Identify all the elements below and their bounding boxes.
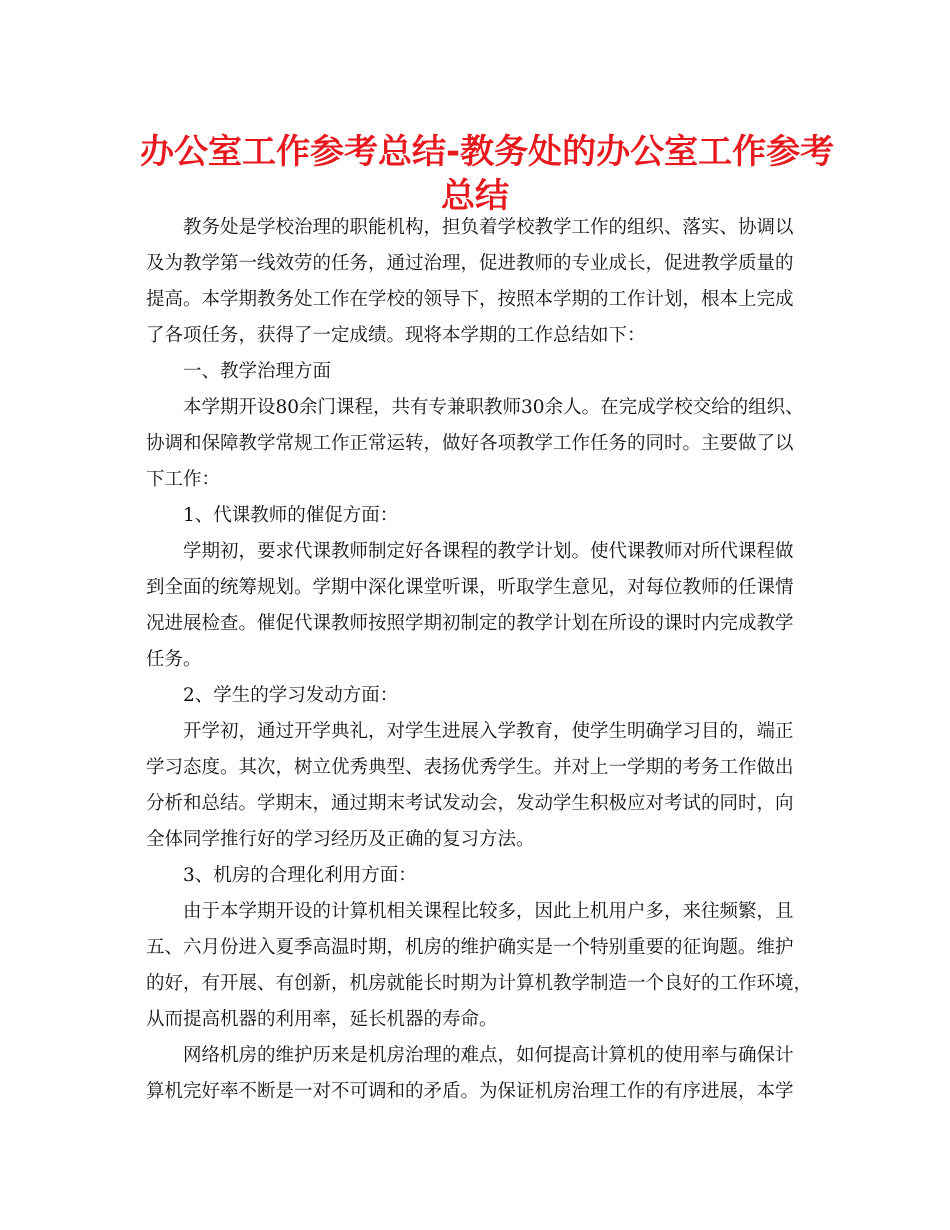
paragraph-line: 协调和保障教学常规工作正常运转，做好各项教学工作任务的同时。主要做了以 — [146, 433, 794, 454]
document-title-line-1: 办公室工作参考总结-教务处的办公室工作参考 — [140, 132, 835, 172]
paragraph-line: 网络机房的维护历来是机房治理的难点，如何提高计算机的使用率与确保计 — [183, 1045, 794, 1066]
paragraph-line: 分析和总结。学期末，通过期末考试发动会，发动学生积极应对考试的同时，向 — [146, 793, 794, 814]
paragraph-line: 五、六月份进入夏季高温时期，机房的维护确实是一个特别重要的征询题。维护 — [146, 937, 794, 958]
subsection-heading: 2、学生的学习发动方面： — [183, 685, 399, 706]
paragraph-line: 从而提高机器的利用率，延长机器的寿命。 — [146, 1009, 498, 1030]
paragraph-line: 由于本学期开设的计算机相关课程比较多，因此上机用户多，来往频繁，且 — [183, 901, 794, 922]
subsection-heading: 1、代课教师的催促方面： — [183, 505, 399, 526]
paragraph-line: 学习态度。其次，树立优秀典型、表扬优秀学生。并对上一学期的考务工作做出 — [146, 757, 794, 778]
subsection-heading: 3、机房的合理化利用方面： — [183, 865, 417, 886]
paragraph-line: 任务。 — [146, 649, 202, 670]
paragraph-line: 况进展检查。催促代课教师按照学期初制定的教学计划在所设的课时内完成教学 — [146, 613, 794, 634]
paragraph-line: 提高。本学期教务处工作在学校的领导下，按照本学期的工作计划，根本上完成 — [146, 289, 794, 310]
paragraph-line: 学期初，要求代课教师制定好各课程的教学计划。使代课教师对所代课程做 — [183, 541, 794, 562]
paragraph-line: 及为教学第一线效劳的任务，通过治理，促进教师的专业成长，促进教学质量的 — [146, 253, 794, 274]
paragraph-line: 算机完好率不断是一对不可调和的矛盾。为保证机房治理工作的有序进展，本学 — [146, 1081, 794, 1102]
paragraph-line: 下工作： — [146, 469, 221, 490]
paragraph-line: 全体同学推行好的学习经历及正确的复习方法。 — [146, 829, 535, 850]
section-heading: 一、教学治理方面 — [183, 361, 332, 382]
paragraph-line: 到全面的统筹规划。学期中深化课堂听课，听取学生意见，对每位教师的任课情 — [146, 577, 794, 598]
paragraph-line: 开学初，通过开学典礼，对学生进展入学教育，使学生明确学习目的，端正 — [183, 721, 794, 742]
document-title-line-2: 总结 — [441, 176, 509, 216]
paragraph-line: 了各项任务，获得了一定成绩。现将本学期的工作总结如下： — [146, 325, 646, 346]
paragraph-line: 的好，有开展、有创新，机房就能长时期为计算机教学制造一个良好的工作环境， — [146, 973, 813, 994]
paragraph-line: 本学期开设80余门课程，共有专兼职教师30余人。在完成学校交给的组织、 — [183, 397, 804, 418]
paragraph-line: 教务处是学校治理的职能机构，担负着学校教学工作的组织、落实、协调以 — [183, 217, 794, 238]
